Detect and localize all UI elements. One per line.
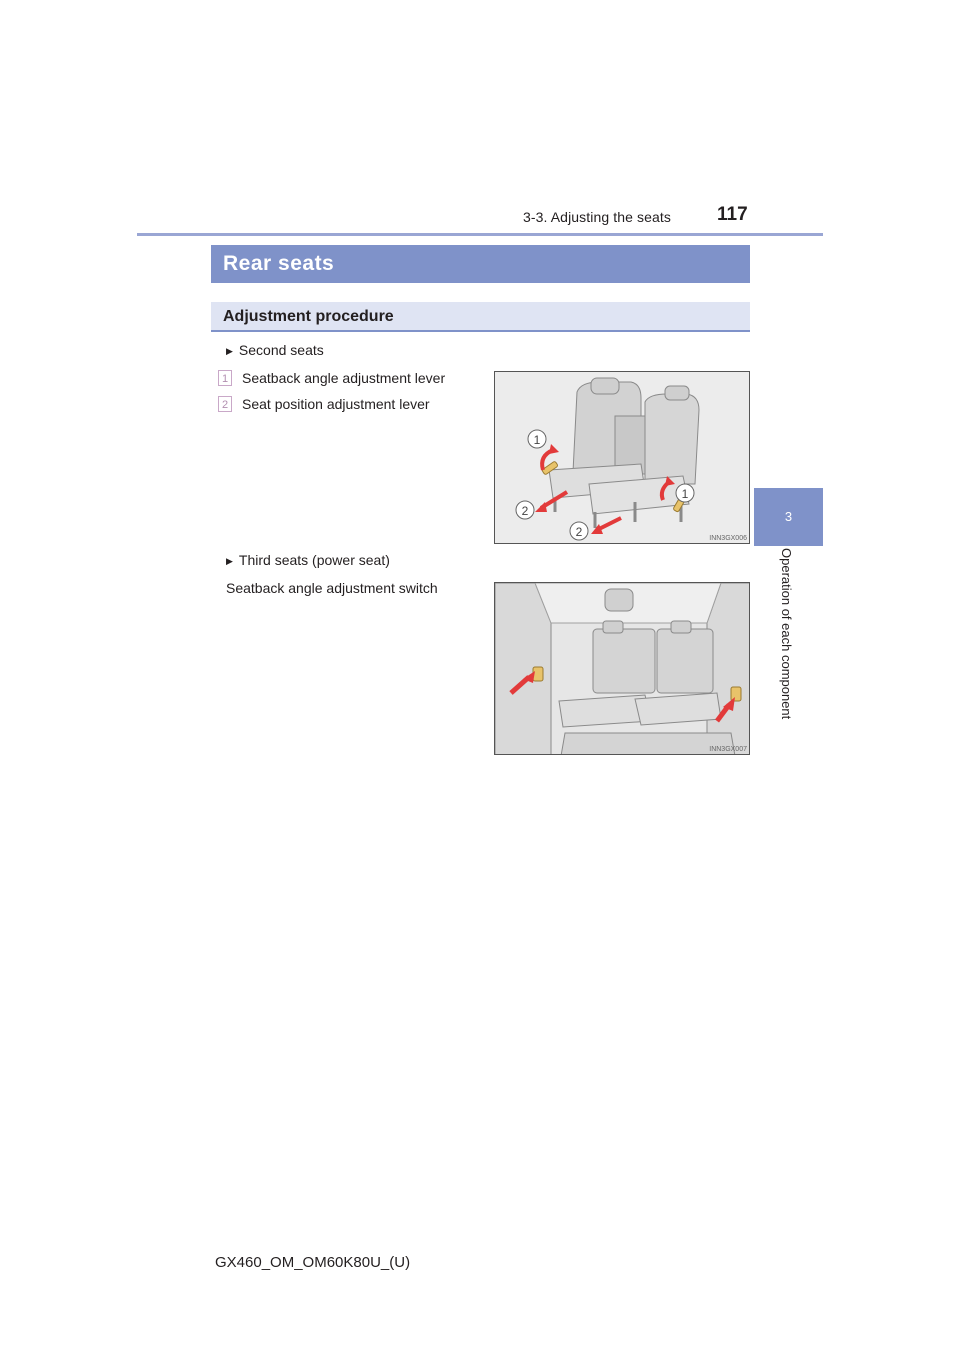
image-code: INN3GX007	[709, 746, 747, 753]
triangle-bullet-icon: ▶	[226, 556, 233, 566]
second-seats-drawing	[495, 372, 750, 544]
bullet-second-seats	[226, 342, 324, 358]
second-seats-illustration	[494, 371, 750, 544]
page-title: Rear seats	[211, 245, 750, 283]
chapter-title: Operation of each component	[779, 548, 794, 720]
chapter-tab[interactable]: 3	[754, 488, 823, 546]
section-header: 3-3. Adjusting the seats	[523, 209, 671, 225]
page-number: 117	[717, 204, 748, 225]
image-code: INN3GX006	[709, 535, 747, 542]
third-seats-description: Seatback angle adjustment switch	[226, 580, 438, 596]
svg-text:1: 1	[533, 433, 541, 447]
third-seats-drawing	[495, 583, 750, 755]
header-rule	[137, 233, 823, 236]
callout-badge-1: 1	[218, 370, 232, 386]
third-seats-illustration	[494, 582, 750, 755]
callout-label-1: Seatback angle adjustment lever	[242, 370, 446, 386]
svg-text:2: 2	[521, 504, 529, 518]
svg-text:1: 1	[681, 487, 689, 501]
svg-text:2: 2	[575, 525, 583, 539]
bullet-third-seats	[226, 552, 390, 568]
callout-badge-2: 2	[218, 396, 232, 412]
bullet-label: Third seats (power seat)	[238, 552, 390, 568]
subsection-title: Adjustment procedure	[211, 302, 750, 332]
document-code: GX460_OM_OM60K80U_(U)	[215, 1254, 411, 1271]
triangle-bullet-icon: ▶	[226, 346, 233, 356]
bullet-label: Second seats	[238, 342, 324, 358]
callout-label-2: Seat position adjustment lever	[242, 396, 430, 412]
